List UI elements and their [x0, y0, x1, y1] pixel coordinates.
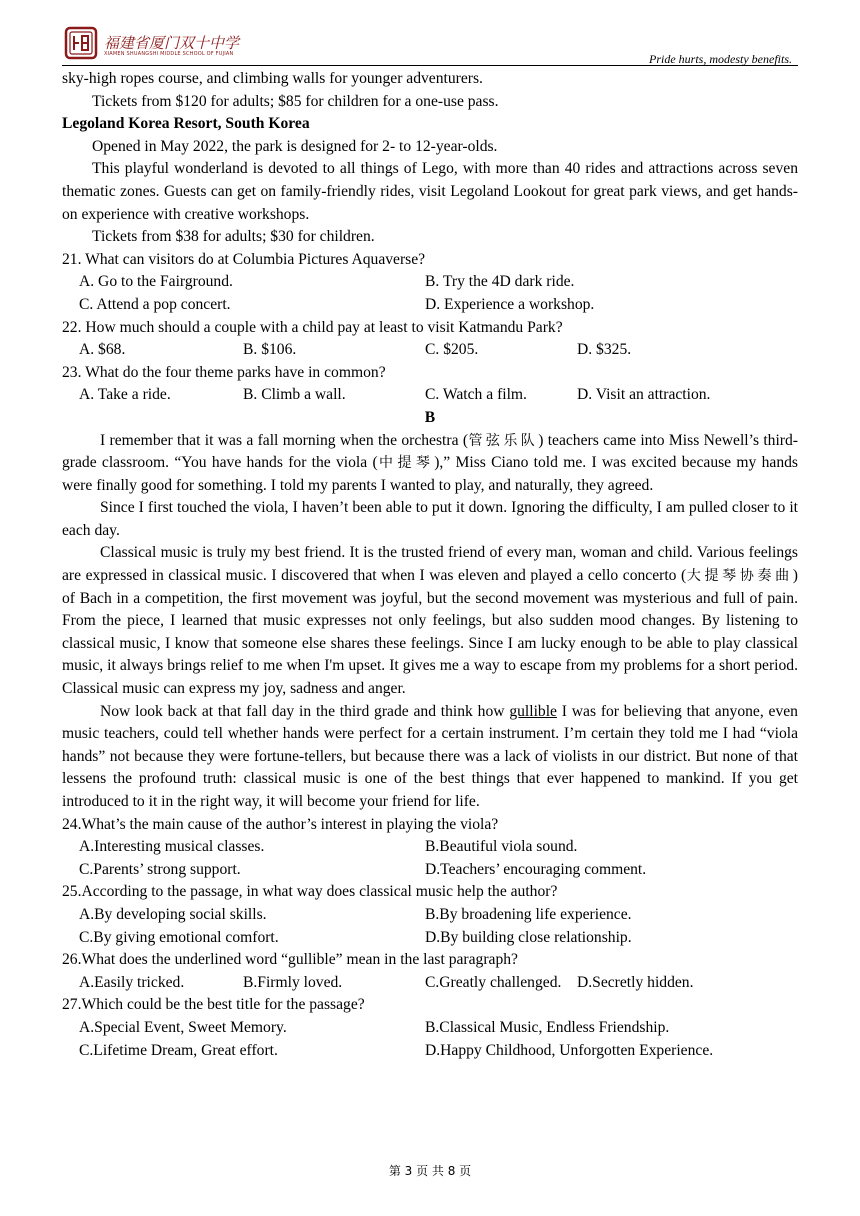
section-b-label: B — [424, 408, 436, 426]
option-26c[interactable]: C.Greatly challenged. — [425, 973, 562, 991]
school-name-english: XIAMEN SHUANGSHI MIDDLE SCHOOL OF FUJIAN — [104, 51, 234, 57]
option-23b[interactable]: B. Climb a wall. — [243, 386, 346, 404]
question-21-options — [62, 271, 798, 294]
option-26b[interactable]: B.Firmly loved. — [243, 973, 343, 991]
header-rule — [62, 65, 798, 66]
option-25c[interactable]: C.By giving emotional comfort. — [79, 928, 279, 946]
p1-text-c: ),” Miss Ciano told me. I was excited because my hands were finally good for something. I told my parents I wanted to play, and naturally, they agreed. — [62, 454, 798, 494]
p3-chinese-gloss-concerto: 大提琴协奏曲 — [686, 568, 793, 585]
option-25d[interactable]: D.By building close relationship. — [425, 928, 632, 946]
option-21c[interactable]: C. Attend a pop concert. — [79, 295, 231, 313]
passage-b-paragraph-1 — [62, 430, 798, 498]
question-26-stem: 26.What does the underlined word “gullible” mean in the last paragraph? — [62, 951, 518, 969]
question-27-options-2 — [62, 1040, 798, 1063]
question-22-stem: 22. How much should a couple with a child pay at least to visit Katmandu Park? — [62, 318, 563, 336]
p1-chinese-gloss-orchestra: 管弦乐队 — [468, 432, 539, 449]
option-21a[interactable]: A. Go to the Fairground. — [79, 273, 233, 291]
question-21-options-2 — [62, 294, 798, 317]
option-22b[interactable]: B. $106. — [243, 341, 297, 359]
option-26d[interactable]: D.Secretly hidden. — [577, 973, 694, 991]
school-seal-icon — [64, 26, 98, 60]
option-23a[interactable]: A. Take a ride. — [79, 386, 171, 404]
p4-text-a: Now look back at that fall day in the third grade and think how — [100, 702, 510, 720]
option-25a[interactable]: A.By developing social skills. — [79, 905, 267, 923]
underlined-word-gullible: gullible — [509, 702, 557, 720]
school-motto: Pride hurts, modesty benefits. — [649, 52, 792, 66]
page-content — [62, 68, 798, 1062]
option-24b[interactable]: B.Beautiful viola sound. — [425, 838, 578, 856]
question-24-options — [62, 836, 798, 859]
park-title-legoland: Legoland Korea Resort, South Korea — [62, 115, 310, 133]
option-25b[interactable]: B.By broadening life experience. — [425, 905, 632, 923]
tickets-katmandu: Tickets from $120 for adults; $85 for children for a one-use pass. — [92, 92, 499, 110]
option-24c[interactable]: C.Parents’ strong support. — [79, 860, 241, 878]
p1-text-b: ) teachers came into Miss Newell’s third-grade classroom. “You have hands for the viola ( — [62, 431, 798, 472]
legoland-opened: Opened in May 2022, the park is designed for 2- to 12-year-olds. — [92, 137, 498, 155]
question-27-stem: 27.Which could be the best title for the passage? — [62, 996, 365, 1014]
option-24d[interactable]: D.Teachers’ encouraging comment. — [425, 860, 647, 878]
option-26a[interactable]: A.Easily tricked. — [79, 973, 185, 991]
passage-b-paragraph-2: Since I first touched the viola, I haven’t been able to put it down. Ignoring the difficulty, I am pulled closer to it each day. — [62, 499, 798, 539]
option-23c[interactable]: C. Watch a film. — [425, 386, 527, 404]
option-24a[interactable]: A.Interesting musical classes. — [79, 838, 265, 856]
option-22d[interactable]: D. $325. — [577, 341, 632, 359]
option-21d[interactable]: D. Experience a workshop. — [425, 295, 595, 313]
school-name: 福建省厦门双十中学 — [104, 34, 240, 52]
option-27b[interactable]: B.Classical Music, Endless Friendship. — [425, 1018, 670, 1036]
question-22-options — [62, 339, 798, 362]
page-header — [62, 22, 798, 66]
option-22c[interactable]: C. $205. — [425, 341, 479, 359]
question-25-stem: 25.According to the passage, in what way does classical music help the author? — [62, 883, 558, 901]
option-23d[interactable]: D. Visit an attraction. — [577, 386, 711, 404]
option-22a[interactable]: A. $68. — [79, 341, 126, 359]
option-21b[interactable]: B. Try the 4D dark ride. — [425, 273, 575, 291]
question-23-options — [62, 384, 798, 407]
passage-line: sky-high ropes course, and climbing walls for younger adventurers. — [62, 70, 483, 87]
p3-text-a: Classical music is truly my best friend. It is the trusted friend of every man, woman and child. Various feelings are expressed in classical music. I discovered that when I was eleven and played a cello concerto ( — [62, 544, 798, 585]
question-23-stem: 23. What do the four theme parks have in common? — [62, 363, 386, 381]
p1-chinese-gloss-viola: 中提琴 — [377, 455, 435, 472]
p4-text-b: I was for believing that anyone, even music teachers, could tell whether hands were perfect for a certain instrument. I’m certain they told me I had “viola hands” not because they were fortune-tellers, but because there was a lack of violists in our district. But none of that lessens the profound truth: classical music is one of the best things that ever happened to mankind. If you get introduced to it in the right way, it will become your friend for life. — [62, 702, 798, 810]
question-25-options-2 — [62, 927, 798, 950]
tickets-legoland: Tickets from $38 for adults; $30 for children. — [92, 228, 375, 246]
question-24-options-2 — [62, 859, 798, 882]
passage-b-paragraph-3 — [62, 542, 798, 700]
option-27c[interactable]: C.Lifetime Dream, Great effort. — [79, 1041, 278, 1059]
question-27-options — [62, 1017, 798, 1040]
page-number: 第 3 页 共 8 页 — [388, 1164, 472, 1178]
question-24-stem: 24.What’s the main cause of the author’s interest in playing the viola? — [62, 815, 499, 833]
question-26-options — [62, 972, 798, 995]
p1-text-a: I remember that it was a fall morning when the orchestra ( — [100, 431, 469, 449]
legoland-description: This playful wonderland is devoted to all things of Lego, with more than 40 rides and attractions across seven thematic zones. Guests can get on family-friendly rides, visit Legoland Lookout for great park views, and get hands-on experience with creative workshops. — [62, 160, 798, 223]
question-25-options — [62, 904, 798, 927]
option-27d[interactable]: D.Happy Childhood, Unforgotten Experience. — [425, 1041, 714, 1059]
question-21-stem: 21. What can visitors do at Columbia Pictures Aquaverse? — [62, 250, 426, 268]
option-27a[interactable]: A.Special Event, Sweet Memory. — [79, 1018, 287, 1036]
p3-text-b: ) of Bach in a competition, the first movement was joyful, but the second movement was mysterious and full of pain. From the piece, I learned that music expresses not only feelings, but also sudden mood changes. By listening to classical music, I know that someone else shares these feelings. Since I am lucky enough to be able to play classical music, it always brings relief to me when I'm upset. It gives me a way to escape from my problems for a short period. Classical music can express my joy, sadness and anger. — [62, 567, 798, 698]
passage-b-paragraph-4 — [62, 701, 798, 814]
